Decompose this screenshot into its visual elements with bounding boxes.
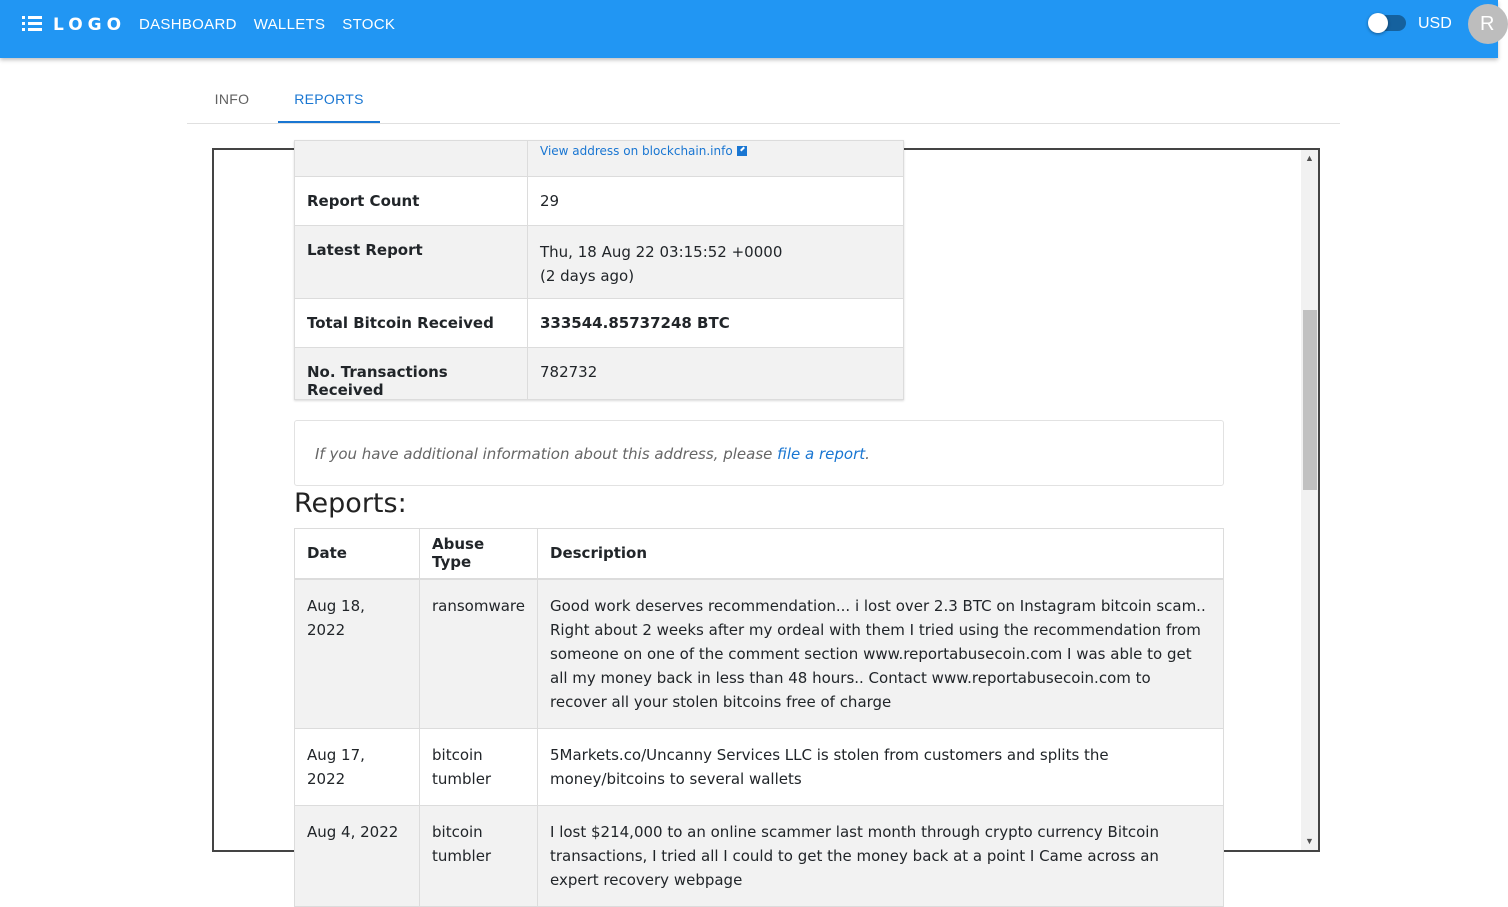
reports-frame [212,144,1320,889]
tab-reports[interactable]: REPORTS [278,78,380,123]
report-date: Aug 4, 2022 [295,805,420,906]
latest-report-relative: (2 days ago) [540,267,635,285]
info-value-link [528,141,904,177]
blockchain-link[interactable]: View address on blockchain.info [540,144,747,158]
app-bar [0,0,1498,58]
info-key-empty [295,141,528,177]
info-key: Latest Report [295,226,528,299]
reports-heading: Reports: [294,488,407,519]
info-key: No. Transactions Received [295,348,528,400]
scroll-up-arrow-icon[interactable]: ▲ [1305,153,1314,163]
column-header-description: Description [538,529,1224,579]
report-description: I lost $214,000 to an online scammer last month through crypto currency Bitcoin transactions, I tried all I could to get the money back at a point I Came across an expert recovery webpage [538,805,1224,906]
logo[interactable]: LOGO [53,15,127,35]
report-date: Aug 18, 2022 [295,579,420,729]
info-value: 333544.85737248 BTC [528,299,904,348]
frame-scrollbar[interactable] [1301,150,1318,850]
frame-content [214,144,1304,889]
additional-info-note [294,420,1224,486]
info-value [528,226,904,299]
nav-wallets[interactable]: WALLETS [253,16,326,33]
table-row [295,728,1224,805]
column-header-date: Date [295,529,420,579]
info-key: Report Count [295,177,528,226]
currency-label: USD [1418,15,1452,32]
info-key: Total Bitcoin Received [295,299,528,348]
avatar[interactable]: R [1468,4,1508,44]
latest-report-date: Thu, 18 Aug 22 03:15:52 +0000 [540,243,783,261]
report-description: 5Markets.co/Uncanny Services LLC is stolen from customers and splits the money/bitcoins to several wallets [538,728,1224,805]
info-value: 782732 [528,348,904,400]
currency-toggle[interactable] [1369,15,1406,31]
table-row [295,579,1224,729]
nav-stock[interactable]: STOCK [342,16,396,33]
menu-icon[interactable] [22,16,42,32]
note-suffix: . [865,445,870,463]
report-description: Good work deserves recommendation... i lost over 2.3 BTC on Instagram bitcoin scam.. Right about 2 weeks after my ordeal with them I tried using the recommendation from someone on one of the comment section www.reportabusecoin.com I was able to get all my money back in less than 48 hours.. Contact www.reportabusecoin.com to recover all your stolen bitcoins free of charge [538,579,1224,729]
report-type: bitcoin tumbler [420,805,538,906]
report-type: bitcoin tumbler [420,728,538,805]
info-value: 29 [528,177,904,226]
reports-table [294,528,1224,907]
external-link-icon [737,146,747,156]
address-info-table [294,140,904,400]
report-type: ransomware [420,579,538,729]
nav-dashboard[interactable]: DASHBOARD [139,16,237,33]
tab-info[interactable]: INFO [214,91,250,107]
note-text: If you have additional information about this address, please [315,445,778,463]
tab-bar [187,78,1340,124]
main-nav [139,16,395,33]
report-date: Aug 17, 2022 [295,728,420,805]
scroll-down-arrow-icon[interactable]: ▼ [1305,836,1314,846]
file-report-link[interactable]: file a report [777,445,866,463]
toggle-knob [1368,13,1388,33]
table-row [295,805,1224,906]
column-header-abuse-type: Abuse Type [420,529,538,579]
scroll-thumb[interactable] [1303,310,1317,490]
